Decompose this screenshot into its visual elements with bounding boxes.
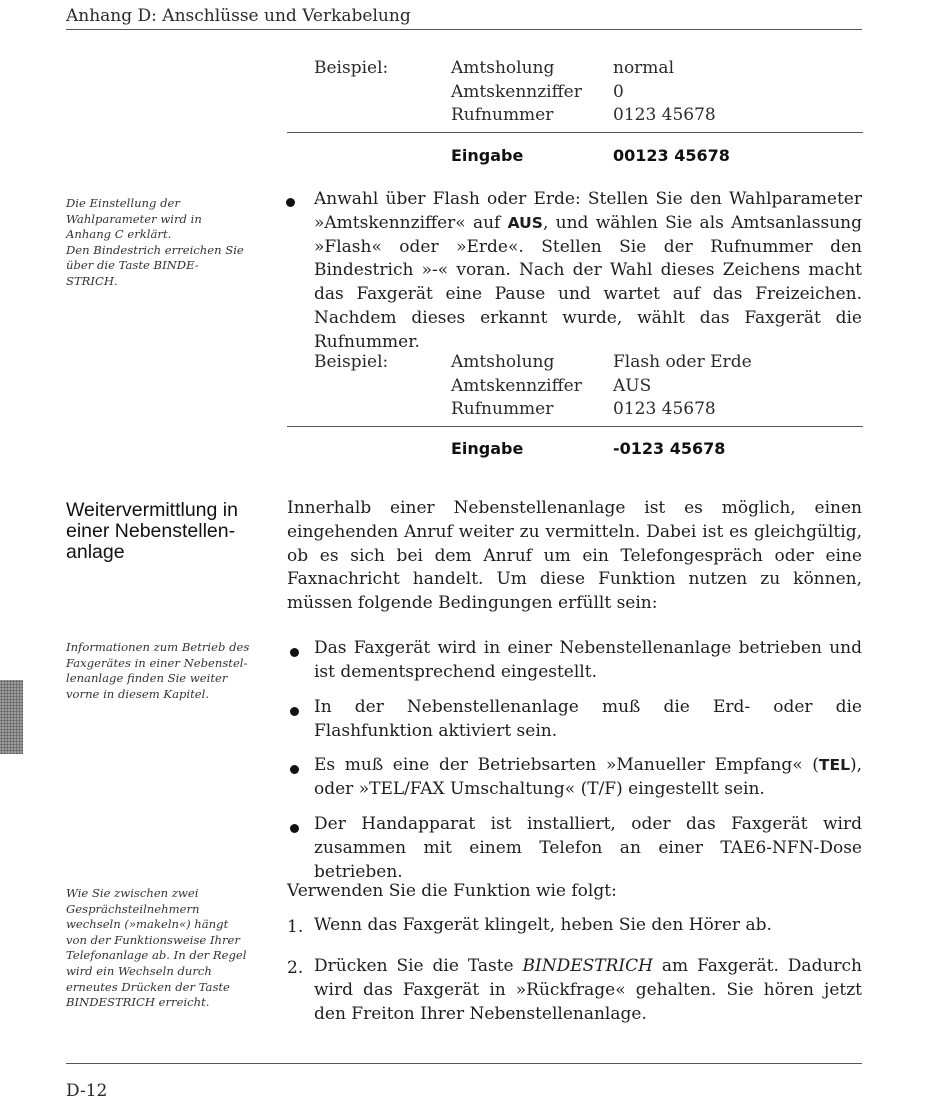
heading-line: einer Nebenstellen- [66, 520, 236, 542]
example-rule [287, 132, 863, 133]
bold-term: TEL [818, 756, 850, 774]
note-line: vorne in diesem Kapitel. [66, 686, 210, 701]
note-line: von der Funktionsweise Ihrer [66, 932, 240, 947]
step-number: 2. [287, 958, 304, 978]
note-line: BINDESTRICH erreicht. [66, 995, 210, 1010]
example-key: Amtskennziffer [451, 376, 582, 396]
note-line: Telefonanlage ab. In der Regel [66, 948, 247, 963]
section-heading [66, 500, 276, 563]
text-run: Es muß eine der Betriebsarten »Manueller Empfang« ( [314, 755, 819, 775]
example-value: 0123 45678 [613, 399, 716, 419]
example-value: AUS [613, 376, 652, 396]
example-result-key: Eingabe [451, 146, 524, 165]
example-value: 0 [613, 82, 624, 102]
note-line: Wahlparameter wird in [66, 211, 202, 226]
bullet-paragraph-flash [314, 188, 862, 355]
note-line: Gesprächsteilnehmern [66, 901, 200, 916]
footer-rule [66, 1063, 862, 1064]
example-result-value: 00123 45678 [613, 146, 730, 165]
chapter-tab-marker [0, 680, 23, 754]
example-table-1 [287, 58, 863, 168]
margin-note-pbx [66, 640, 271, 702]
bullet-icon [286, 198, 295, 207]
text-run: am Faxgerät. Dadurch wird das Faxgerät in »Rückfrage« gehalten. Sie hören jetzt den Freiton Ihrer Nebenstellenanlage. [314, 956, 862, 1024]
note-line: Den Bindestrich erreichen Sie [66, 242, 244, 257]
note-line: wechseln (»makeln«) hängt [66, 917, 229, 932]
note-line: Die Einstellung der [66, 196, 180, 210]
example-label: Beispiel: [314, 352, 389, 372]
steps-intro: Verwenden Sie die Funktion wie folgt: [287, 881, 617, 901]
text-run: ), oder »TEL/FAX Umschaltung« (T/F) eingestellt sein. [314, 755, 862, 799]
heading-line: anlage [66, 541, 125, 563]
bullet-icon [290, 707, 299, 716]
bullet-icon [290, 765, 299, 774]
example-value: Flash oder Erde [613, 352, 752, 372]
section-intro: Innerhalb einer Nebenstellenanlage ist es möglich, einen eingehenden Anruf weiter zu vermitteln. Dabei ist es gleichgültig, ob es sich bei dem Anruf um ein Telefongespräch oder eine Faxnachricht handelt. Um diese Funktion nutzen zu können, müssen folgende Bedingungen erfüllt sein: [287, 498, 862, 614]
key-name: BINDESTRICH [522, 956, 653, 976]
note-line: Informationen zum Betrieb des [66, 640, 250, 654]
example-table-2 [287, 352, 863, 462]
margin-note-settings [66, 196, 271, 290]
note-line: lenanlage finden Sie weiter [66, 671, 228, 686]
note-line: erneutes Drücken der Taste [66, 979, 230, 994]
heading-line: Weitervermittlung in [66, 499, 238, 521]
example-rule [287, 426, 863, 427]
note-line: Anhang C erklärt. [66, 227, 172, 242]
text-run: , und wählen Sie als Amtsanlassung »Flash« oder »Erde«. Stellen Sie der Rufnummer den Bindestrich »-« voran. Nach der Wahl dieses Zeichens macht das Faxgerät eine Pause und wartet auf das Freizeichen. Nachdem dieses erkannt wurde, wählt das Faxgerät die Rufnummer. [314, 212, 862, 352]
example-key: Rufnummer [451, 399, 554, 419]
bold-term: AUS [507, 213, 543, 232]
example-result-value: -0123 45678 [613, 439, 726, 458]
example-key: Amtskennziffer [451, 82, 582, 102]
margin-note-makeln [66, 886, 271, 1011]
example-key: Amtsholung [451, 58, 555, 78]
step-2 [314, 955, 862, 1026]
example-label: Beispiel: [314, 58, 389, 78]
bullet-icon [290, 648, 299, 657]
example-value: normal [613, 58, 675, 78]
example-value: 0123 45678 [613, 105, 716, 125]
example-result-key: Eingabe [451, 439, 524, 458]
step-number: 1. [287, 917, 304, 937]
note-line: Faxgerätes in einer Nebenstel- [66, 655, 248, 670]
header-rule [66, 29, 862, 30]
condition-2: In der Nebenstellenanlage muß die Erd- oder die Flashfunktion aktiviert sein. [314, 697, 862, 741]
running-header: Anhang D: Anschlüsse und Verkabelung [66, 6, 411, 26]
example-key: Rufnummer [451, 105, 554, 125]
condition-3 [314, 754, 862, 802]
text-run: Anwahl über Flash oder Erde: Stellen Sie den Wahlparameter »Amtskennziffer« auf [314, 189, 862, 233]
note-line: über die Taste BINDE- [66, 258, 199, 273]
note-line: wird ein Wechseln durch [66, 963, 212, 978]
text-run: Drücken Sie die Taste [314, 956, 523, 976]
bullet-icon [290, 824, 299, 833]
condition-1: Das Faxgerät wird in einer Nebenstellenanlage betrieben und ist dementsprechend eingestellt. [314, 638, 862, 682]
page-number: D-12 [66, 1081, 108, 1101]
step-1: Wenn das Faxgerät klingelt, heben Sie den Hörer ab. [314, 915, 772, 935]
example-key: Amtsholung [451, 352, 555, 372]
note-line: STRICH. [66, 273, 118, 288]
note-line: Wie Sie zwischen zwei [66, 886, 199, 900]
condition-4: Der Handapparat ist installiert, oder das Faxgerät wird zusammen mit einem Telefon an einer TAE6-NFN-Dose betrieben. [314, 814, 862, 882]
